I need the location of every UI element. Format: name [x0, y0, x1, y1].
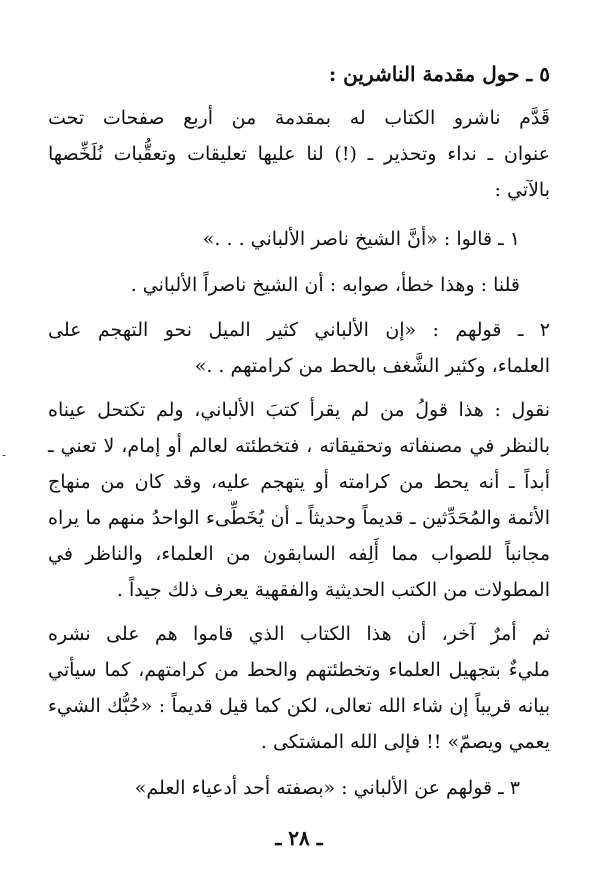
page-number: ـ ٢٨ ـ — [275, 826, 323, 850]
paragraph-line-2: بالنظر في مصنفاته وتحقيقاته ، فتخطئته لعالم أو إمام، لا تعني ـ — [48, 435, 550, 457]
text-line-3: بالآتي : — [494, 179, 550, 201]
margin-mark: - — [2, 448, 7, 462]
reply-line-1: قلنا : وهذا خطأ، صوابه : أن الشيخ ناصراً الألباني . — [130, 274, 520, 296]
quote-item-2: ٢ ـ قولهم : «إن الألباني كثير الميل نحو التهجم على — [48, 319, 550, 341]
paragraph-line-1: نقول : هذا قولُ من لم يقرأ كتبَ الألباني، ولم تكتحل عيناه — [48, 399, 550, 421]
paragraph-line-4: الأئمة والمُحَدِّثين ـ قديماً وحديثاً ـ أن يُخَطِّىء الواحدُ منهم ما يراه — [48, 507, 550, 529]
paragraph-line-3: أبداً ـ أنه يحط من كرامته أو يتهجم عليه، وقد كان من منهاج — [48, 471, 550, 493]
paragraph2-line-1: ثم أمرٌ آخر، أن هذا الكتاب الذي قاموا هم على نشره — [48, 623, 550, 645]
paragraph2-line-4: يعمي ويصمّ» !! فإلى الله المشتكى . — [260, 731, 550, 753]
text-line-1: قَدَّم ناشرو الكتاب له بمقدمة من أربع صفحات تحت — [48, 107, 550, 129]
section-heading: ٥ ـ حول مقدمة الناشرين : — [328, 62, 550, 86]
paragraph2-line-3: بيانه قريباً إن شاء الله تعالى، لكن كما قيل قديماً : «حُبُّك الشيء — [48, 695, 550, 717]
quote-item-1: ١ ـ قالوا : «أنَّ الشيخ ناصر الألباني . . .» — [202, 228, 520, 250]
quote-item-2-cont: العلماء، وكثير الشَّغف بالحط من كرامتهم . .» — [194, 355, 550, 377]
text-line-2: عنوان ـ نداء وتحذير ـ (!) لنا عليها تعليقات وتعقُّبات نُلَخِّصها — [48, 143, 550, 165]
quote-item-3: ٣ ـ قولهم عن الألباني : «بصفته أحد أدعياء العلم» — [134, 777, 520, 799]
paragraph-line-6: المطولات من الكتب الحديثية والفقهية يعرف ذلك جيداً . — [116, 579, 550, 601]
paragraph-line-5: مجانباً للصواب مما أَلِفه السابقون من العلماء، والناظر في — [48, 543, 550, 565]
paragraph2-line-2: مليءٌ بتجهيل العلماء وتخطئتهم والحط من كرامتهم، كما سيأتي — [48, 659, 550, 681]
